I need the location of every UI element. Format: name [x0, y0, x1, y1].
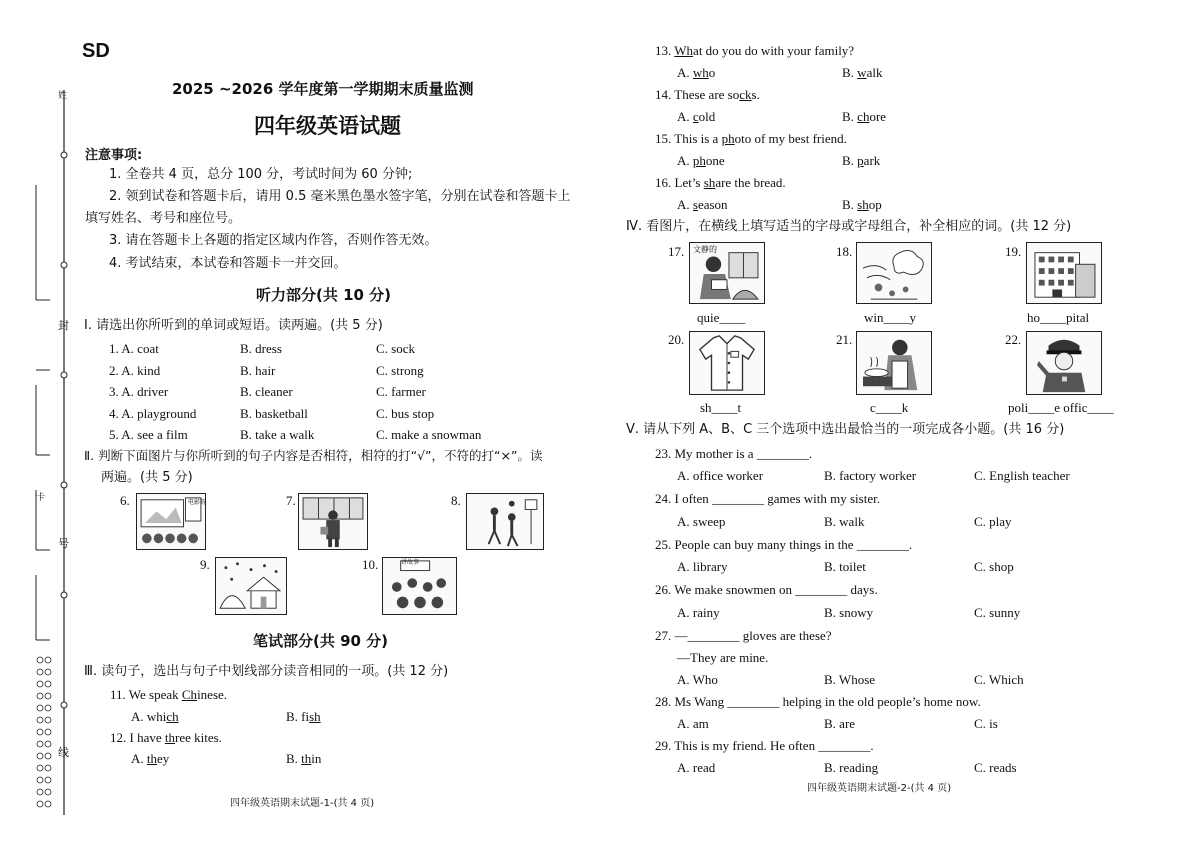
option: B. fish [286, 709, 321, 724]
question-16: 16. Let’s share the bread. [655, 175, 786, 190]
picture-number: 6. [120, 493, 130, 508]
option: B. park [842, 153, 881, 168]
listening-heading: 听力部分(共 10 分) [256, 286, 392, 304]
option: C. English teacher [974, 468, 1070, 483]
binding-label: 线 [58, 746, 69, 759]
notes-heading: 注意事项: [85, 148, 143, 163]
paper-code: SD [82, 40, 110, 62]
question-13: 13. What do you do with your family? [655, 43, 855, 58]
writing-heading: 笔试部分(共 90 分) [253, 632, 389, 650]
note-item: 4. 考试结束，本试卷和答题卡一并交回。 [109, 256, 347, 271]
binding-label: 号 [58, 537, 69, 550]
picture-number: 7. [286, 493, 296, 508]
option: B. thin [286, 751, 322, 766]
question-26: 26. We make snowmen on ________ days. [655, 582, 878, 597]
question-11: 11. We speak Chinese. [110, 687, 228, 702]
fill-word: sh____t [700, 400, 742, 415]
binding-label: 姓 [58, 91, 68, 101]
option: C. play [974, 514, 1012, 529]
picture-number: 19. [1005, 244, 1022, 259]
fill-word: quie____ [697, 310, 746, 325]
cinema-sign: 电影院 [188, 499, 207, 506]
part3-title: Ⅲ. 读句子，选出与句子中划线部分读音相同的一项。(共 12 分) [84, 664, 449, 679]
option: 2. A. kind [109, 363, 161, 378]
option: A. library [677, 559, 728, 574]
option: A. sweep [677, 514, 726, 529]
option: A. season [677, 197, 728, 212]
option: C. strong [376, 363, 424, 378]
option: A. cold [677, 109, 716, 124]
picture-number: 8. [451, 493, 461, 508]
option: 1. A. coat [109, 341, 159, 356]
option: B. walk [824, 514, 865, 529]
hospital-picture [1026, 242, 1102, 304]
option: C. Which [974, 672, 1024, 687]
part2-title: Ⅱ. 判断下面图片与你所听到的句子内容是否相符，相符的打“√”，不符的打“×”。读 [84, 448, 543, 463]
picture-number: 10. [362, 557, 379, 572]
option: 3. A. driver [109, 384, 169, 399]
policeman-picture [1026, 331, 1102, 395]
option: B. shop [842, 197, 882, 212]
option: 5. A. see a film [109, 427, 188, 442]
part2-title: 两遍。(共 5 分) [101, 470, 193, 485]
question-12: 12. I have three kites. [110, 730, 222, 745]
option: C. reads [974, 760, 1017, 775]
note-item: 3. 请在答题卡上各题的指定区域内作答，否则作答无效。 [109, 233, 438, 248]
question-23: 23. My mother is a ________. [655, 446, 813, 461]
option: C. make a snowman [376, 427, 482, 442]
option: A. office worker [677, 468, 764, 483]
option: B. chore [842, 109, 887, 124]
page-footer-right: 四年级英语期末试题-2-(共 4 页) [807, 783, 952, 794]
option: A. read [677, 760, 716, 775]
fill-word: c____k [870, 400, 909, 415]
fill-word: win____y [864, 310, 916, 325]
option: A. they [131, 751, 170, 766]
option: B. factory worker [824, 468, 917, 483]
picture-number: 21. [836, 332, 853, 347]
option: B. cleaner [240, 384, 293, 399]
option: 4. A. playground [109, 406, 197, 421]
fill-word: ho____pital [1027, 310, 1090, 325]
note-item: 1. 全卷共 4 页，总分 100 分，考试时间为 60 分钟; [109, 167, 413, 182]
question-28: 28. Ms Wang ________ helping in the old people’s home now. [655, 694, 981, 709]
option: C. farmer [376, 384, 426, 399]
option: A. am [677, 716, 709, 731]
question-27-reply: —They are mine. [677, 650, 769, 665]
option: B. basketball [240, 406, 308, 421]
storytelling-sign: 讲故事 [401, 559, 420, 566]
option: C. sock [376, 341, 415, 356]
exam-title: 2025 ~2026 学年度第一学期期末质量监测 [172, 80, 474, 98]
picture-number: 20. [668, 332, 685, 347]
picture-number: 18. [836, 244, 853, 259]
basketball-picture [466, 493, 544, 550]
cook-picture [856, 331, 932, 395]
option: C. shop [974, 559, 1014, 574]
option: B. Whose [824, 672, 876, 687]
fill-word: poli____e offic____ [1008, 400, 1114, 415]
office-worker-picture [298, 493, 368, 550]
page-footer-left: 四年级英语期末试题-1-(共 4 页) [230, 798, 375, 809]
storytelling-picture [382, 557, 457, 615]
option: B. dress [240, 341, 282, 356]
option: A. phone [677, 153, 725, 168]
part4-title: Ⅳ. 看图片，在横线上填写适当的字母或字母组合，补全相应的词。(共 12 分) [626, 219, 1072, 234]
binding-label: 卡 [36, 493, 46, 503]
picture-number: 9. [200, 557, 210, 572]
option: C. is [974, 716, 998, 731]
part5-title: Ⅴ. 请从下列 A、B、C 三个选项中选出最恰当的一项完成各小题。(共 16 分) [626, 422, 1065, 437]
option: B. snowy [824, 605, 874, 620]
windy-picture [856, 242, 932, 304]
shirt-picture [689, 331, 765, 395]
question-27: 27. —________ gloves are these? [655, 628, 832, 643]
question-25: 25. People can buy many things in the ________. [655, 537, 913, 552]
note-item: 2. 领到试卷和答题卡后，请用 0.5 毫米黑色墨水签字笔，分别在试卷和答题卡上 [109, 189, 571, 204]
option: B. walk [842, 65, 883, 80]
option: B. toilet [824, 559, 866, 574]
option: B. reading [824, 760, 879, 775]
picture-number: 22. [1005, 332, 1022, 347]
quiet-sign: 文静的 [693, 245, 717, 254]
option: C. sunny [974, 605, 1021, 620]
option: A. rainy [677, 605, 720, 620]
option: A. Who [677, 672, 718, 687]
subject-title: 四年级英语试题 [254, 114, 401, 138]
question-24: 24. I often ________ games with my sister. [655, 491, 880, 506]
option: B. take a walk [240, 427, 315, 442]
note-item: 填写姓名、考号和座位号。 [85, 211, 242, 226]
binding-margin [0, 0, 80, 849]
option: A. who [677, 65, 716, 80]
option: B. hair [240, 363, 276, 378]
option: B. are [824, 716, 856, 731]
question-14: 14. These are socks. [655, 87, 760, 102]
option: C. bus stop [376, 406, 435, 421]
binding-label: 封 [58, 319, 69, 332]
snowy-day-picture [215, 557, 287, 615]
picture-number: 17. [668, 244, 685, 259]
part1-title: Ⅰ. 请选出你所听到的单词或短语。读两遍。(共 5 分) [84, 318, 383, 333]
question-15: 15. This is a photo of my best friend. [655, 131, 847, 146]
question-29: 29. This is my friend. He often ________. [655, 738, 874, 753]
option: A. which [131, 709, 179, 724]
